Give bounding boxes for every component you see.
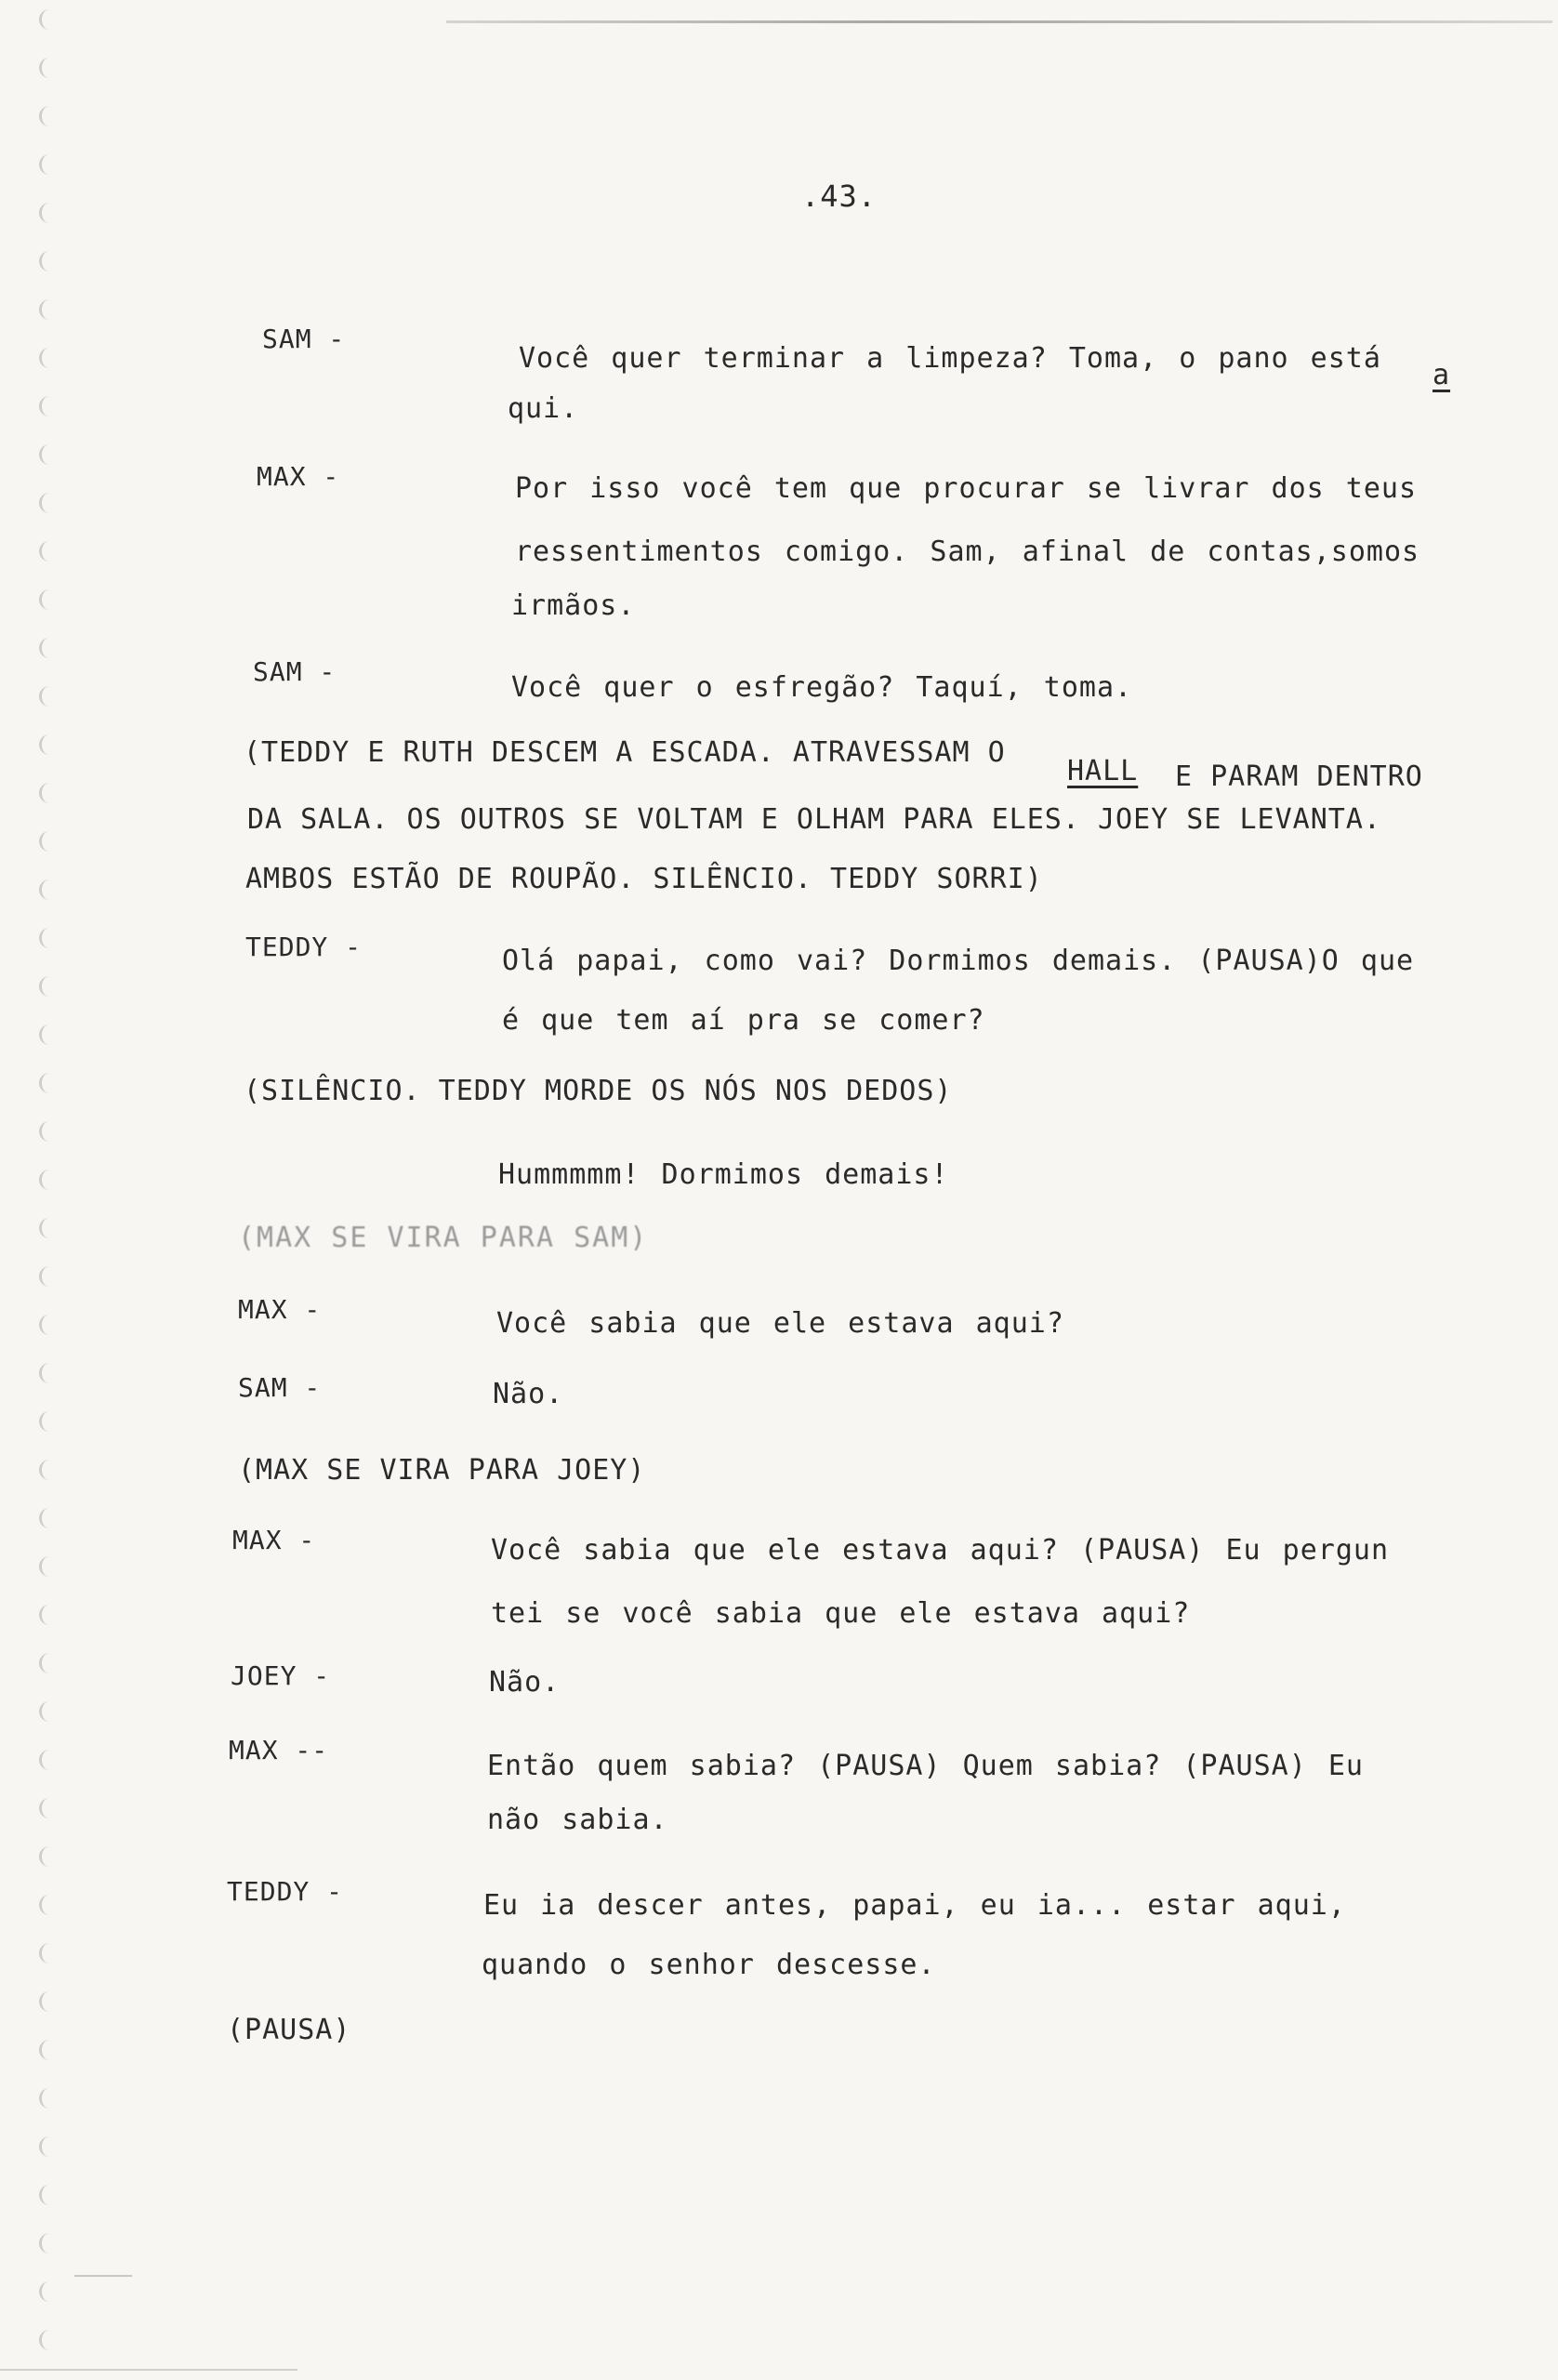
binding-hole	[39, 541, 59, 562]
stage-direction: (PAUSA)	[227, 2014, 351, 2046]
speaker-label: MAX -	[238, 1294, 322, 1325]
binding-hole	[39, 1121, 59, 1142]
speaker-label: SAM -	[262, 324, 346, 354]
binding-hole	[39, 1170, 59, 1190]
binding-hole	[39, 1460, 59, 1480]
binding-hole	[39, 2281, 59, 2302]
dialogue-line: Então quem sabia? (PAUSA) Quem sabia? (PAUSA) Eu	[487, 1750, 1364, 1782]
speaker-label: TEDDY -	[227, 1876, 344, 1907]
dialogue-line: ressentimentos comigo. Sam, afinal de contas,somos	[515, 536, 1420, 568]
dialogue-line: não sabia.	[487, 1804, 668, 1836]
binding-hole	[39, 444, 59, 465]
dialogue-line: Você quer terminar a limpeza? Toma, o pano está	[519, 342, 1381, 375]
binding-holes	[0, 0, 74, 2380]
dialogue-line: Eu ia descer antes, papai, eu ia... estar aqui,	[483, 1889, 1346, 1922]
dialogue-line: qui.	[508, 392, 579, 425]
stage-direction: AMBOS ESTÃO DE ROUPÃO. SILÊNCIO. TEDDY SORRI)	[245, 863, 1043, 895]
scan-top-line	[446, 20, 1552, 23]
dialogue-line: Não.	[493, 1378, 564, 1410]
stage-direction-underlined: HALL	[1067, 755, 1139, 787]
binding-hole	[39, 1701, 59, 1722]
stage-direction: (SILÊNCIO. TEDDY MORDE OS NÓS NOS DEDOS)	[244, 1075, 953, 1107]
binding-hole	[39, 1605, 59, 1625]
binding-hole	[39, 1025, 59, 1045]
binding-hole	[39, 928, 59, 948]
dialogue-line: Olá papai, como vai? Dormimos demais. (PAUSA)O que	[502, 945, 1415, 977]
binding-hole	[39, 1218, 59, 1238]
scan-bottom-edge	[0, 2369, 297, 2371]
binding-hole	[39, 2040, 59, 2060]
dialogue-line: Você sabia que ele estava aqui?	[496, 1307, 1064, 1340]
binding-hole	[39, 831, 59, 852]
dialogue-line: Você sabia que ele estava aqui? (PAUSA) Eu pergun	[491, 1534, 1390, 1567]
binding-hole	[39, 154, 59, 175]
speaker-label: JOEY -	[231, 1660, 331, 1691]
speaker-label: MAX -	[232, 1525, 316, 1555]
binding-hole	[39, 589, 59, 610]
dialogue-line: Não.	[489, 1666, 561, 1699]
dialogue-line: Hummmmm! Dormimos demais!	[498, 1158, 949, 1191]
binding-hole	[39, 106, 59, 126]
page-number: .43.	[801, 178, 878, 214]
binding-hole	[39, 1750, 59, 1770]
speaker-label: MAX --	[229, 1735, 329, 1765]
binding-hole	[39, 1266, 59, 1287]
binding-hole	[39, 1073, 59, 1093]
binding-hole	[39, 2088, 59, 2109]
binding-hole	[39, 2136, 59, 2157]
dialogue-line: Você quer o esfregão? Taquí, toma.	[511, 671, 1133, 704]
binding-hole	[39, 1846, 59, 1867]
binding-hole	[39, 976, 59, 997]
dialogue-line: tei se você sabia que ele estava aqui?	[491, 1597, 1191, 1630]
binding-hole	[39, 1895, 59, 1915]
stage-direction: (TEDDY E RUTH DESCEM A ESCADA. ATRAVESSAM O	[244, 736, 1006, 769]
stage-direction: (MAX SE VIRA PARA JOEY)	[238, 1454, 646, 1487]
binding-hole	[39, 396, 59, 416]
dialogue-line: Por isso você tem que procurar se livrar dos teus	[515, 472, 1418, 505]
binding-hole	[39, 1411, 59, 1432]
binding-hole	[39, 2330, 59, 2350]
speaker-label: SAM -	[238, 1372, 322, 1403]
binding-hole	[39, 1508, 59, 1528]
binding-hole	[39, 9, 59, 30]
speaker-label: SAM -	[253, 656, 337, 687]
binding-hole	[39, 879, 59, 900]
dialogue-line: irmãos.	[511, 589, 636, 622]
binding-hole	[39, 734, 59, 755]
binding-hole	[39, 1363, 59, 1383]
binding-hole	[39, 1315, 59, 1335]
dialogue-line-trail: a	[1433, 359, 1451, 391]
dialogue-line: é que tem aí pra se comer?	[502, 1004, 985, 1037]
stage-direction: E PARAM DENTRO	[1175, 760, 1423, 793]
binding-hole	[39, 686, 59, 707]
binding-hole	[39, 1991, 59, 2012]
binding-hole	[39, 251, 59, 271]
binding-hole	[39, 783, 59, 803]
binding-hole	[39, 638, 59, 658]
speaker-label: TEDDY -	[245, 932, 363, 962]
binding-hole	[39, 2233, 59, 2254]
binding-hole	[39, 1798, 59, 1818]
binding-hole	[39, 1556, 59, 1577]
stage-direction: (MAX SE VIRA PARA SAM)	[238, 1222, 649, 1254]
speaker-label: MAX -	[257, 461, 340, 492]
binding-hole	[39, 1653, 59, 1673]
binding-hole	[39, 348, 59, 368]
footer-mark	[74, 2275, 132, 2277]
binding-hole	[39, 203, 59, 223]
binding-hole	[39, 58, 59, 78]
binding-hole	[39, 2185, 59, 2205]
dialogue-line: quando o senhor descesse.	[482, 1949, 936, 1981]
binding-hole	[39, 1943, 59, 1964]
binding-hole	[39, 299, 59, 320]
stage-direction: DA SALA. OS OUTROS SE VOLTAM E OLHAM PARA ELES. JOEY SE LEVANTA.	[247, 803, 1381, 836]
binding-hole	[39, 493, 59, 513]
